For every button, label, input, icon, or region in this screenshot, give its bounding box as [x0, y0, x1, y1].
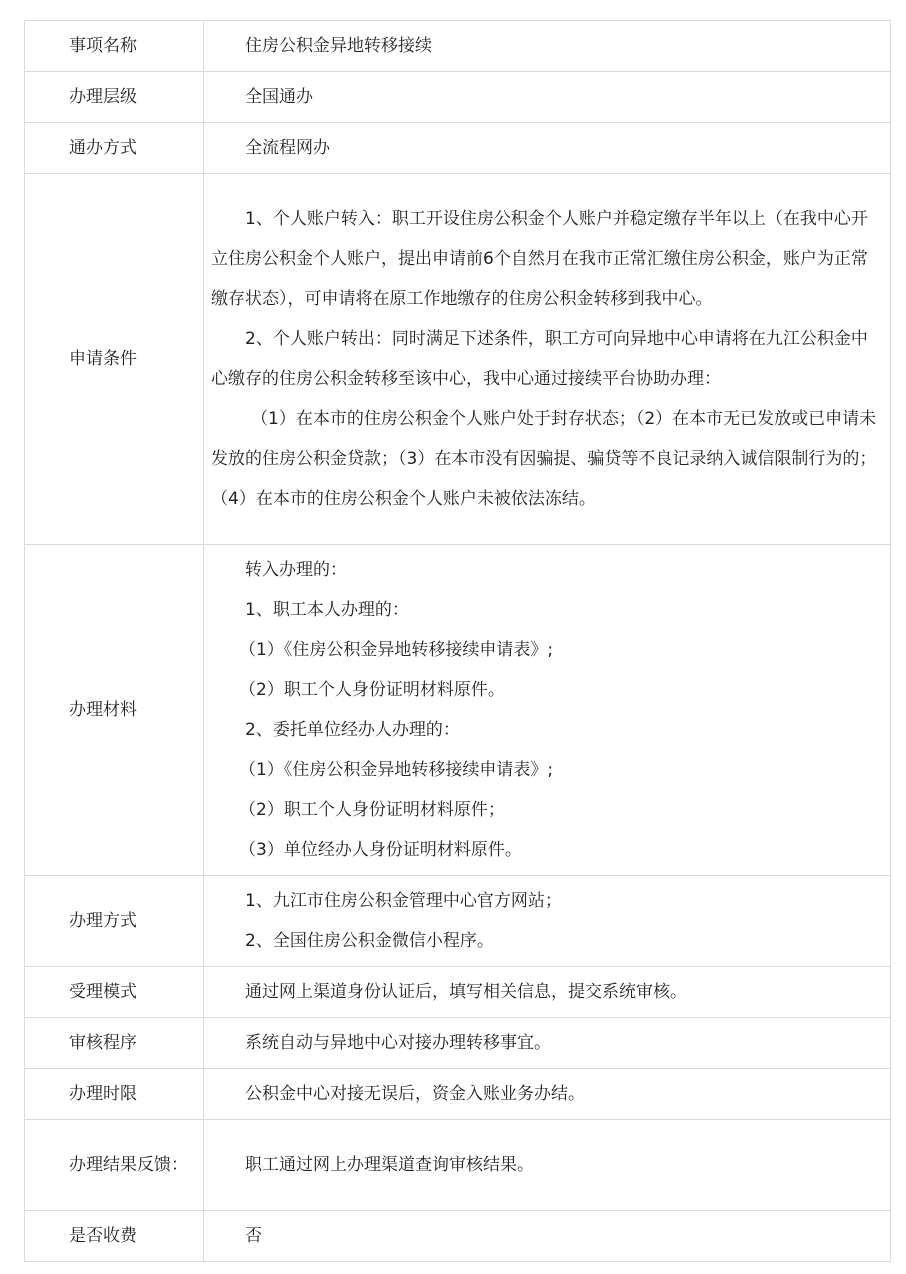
row-value — [204, 1211, 891, 1262]
value-text: 公积金中心对接无误后，资金入账业务办结。 — [245, 1084, 585, 1104]
material-line: （1）《住房公积金异地转移接续申请表》; — [239, 640, 554, 660]
material-line: （1）《住房公积金异地转移接续申请表》; — [239, 760, 554, 780]
row-label: 事项名称 — [25, 21, 204, 72]
material-line: （2）职工个人身份证明材料原件。 — [239, 680, 505, 700]
material-line: （2）职工个人身份证明材料原件； — [239, 800, 505, 820]
table-row — [25, 123, 891, 174]
row-value — [204, 1120, 891, 1211]
row-label: 办理材料 — [25, 545, 204, 876]
row-label — [25, 1120, 204, 1211]
row-label: 审核程序 — [25, 1018, 204, 1069]
row-label: 受理模式 — [25, 967, 204, 1018]
value-text: 否 — [245, 1226, 262, 1246]
service-info-table — [24, 20, 891, 1262]
condition-paragraph: 1、个人账户转入：职工开设住房公积金个人账户并稳定缴存半年以上（在我中心开立住房公积金个人账户，提出申请前6个自然月在我市正常汇缴住房公积金，账户为正常缴存状态），可申请将在原工作地缴存的住房公积金转移到我中心。 — [211, 209, 868, 309]
row-label: 是否收费 — [25, 1211, 204, 1262]
material-line: （3）单位经办人身份证明材料原件。 — [239, 840, 522, 860]
table-row — [25, 1069, 891, 1120]
row-value — [204, 123, 891, 174]
row-value — [204, 21, 891, 72]
row-value — [204, 1069, 891, 1120]
value-text: 住房公积金异地转移接续 — [245, 36, 432, 56]
table-row — [25, 72, 891, 123]
value-text: 系统自动与异地中心对接办理转移事宜。 — [245, 1033, 551, 1053]
method-line: 1、九江市住房公积金管理中心官方网站； — [245, 891, 562, 911]
method-line: 2、全国住房公积金微信小程序。 — [245, 931, 494, 951]
value-text: 全国通办 — [245, 87, 313, 107]
table-row — [25, 174, 891, 545]
row-label: 办理方式 — [25, 876, 204, 967]
row-label: 办理时限 — [25, 1069, 204, 1120]
table-row — [25, 21, 891, 72]
row-value — [204, 876, 891, 967]
table-row — [25, 1211, 891, 1262]
table-row — [25, 967, 891, 1018]
condition-paragraph: （1）在本市的住房公积金个人账户处于封存状态；（2）在本市无已发放或已申请未发放的住房公积金贷款；（3）在本市没有因骗提、骗贷等不良记录纳入诚信限制行为的；（4）在本市的住房公积金个人账户未被依法冻结。 — [211, 409, 877, 509]
row-label: 通办方式 — [25, 123, 204, 174]
row-value — [204, 174, 891, 545]
table-row — [25, 545, 891, 876]
row-label: 申请条件 — [25, 174, 204, 545]
table-row — [25, 1018, 891, 1069]
value-text: 通过网上渠道身份认证后，填写相关信息，提交系统审核。 — [245, 982, 687, 1002]
condition-paragraph: 2、个人账户转出：同时满足下述条件，职工方可向异地中心申请将在九江公积金中心缴存的住房公积金转移至该中心，我中心通过接续平台协助办理： — [211, 329, 868, 389]
row-value — [204, 545, 891, 876]
table-row — [25, 1120, 891, 1211]
row-value — [204, 967, 891, 1018]
material-line: 转入办理的： — [245, 560, 347, 580]
material-line: 2、委托单位经办人办理的： — [245, 720, 460, 740]
material-line: 1、职工本人办理的： — [245, 600, 409, 620]
value-text: 全流程网办 — [245, 138, 330, 158]
row-value — [204, 1018, 891, 1069]
row-label: 办理层级 — [25, 72, 204, 123]
table-row — [25, 876, 891, 967]
value-text: 职工通过网上办理渠道查询审核结果。 — [245, 1155, 534, 1175]
row-label-text: 办理结果反馈： — [69, 1155, 188, 1175]
row-value — [204, 72, 891, 123]
